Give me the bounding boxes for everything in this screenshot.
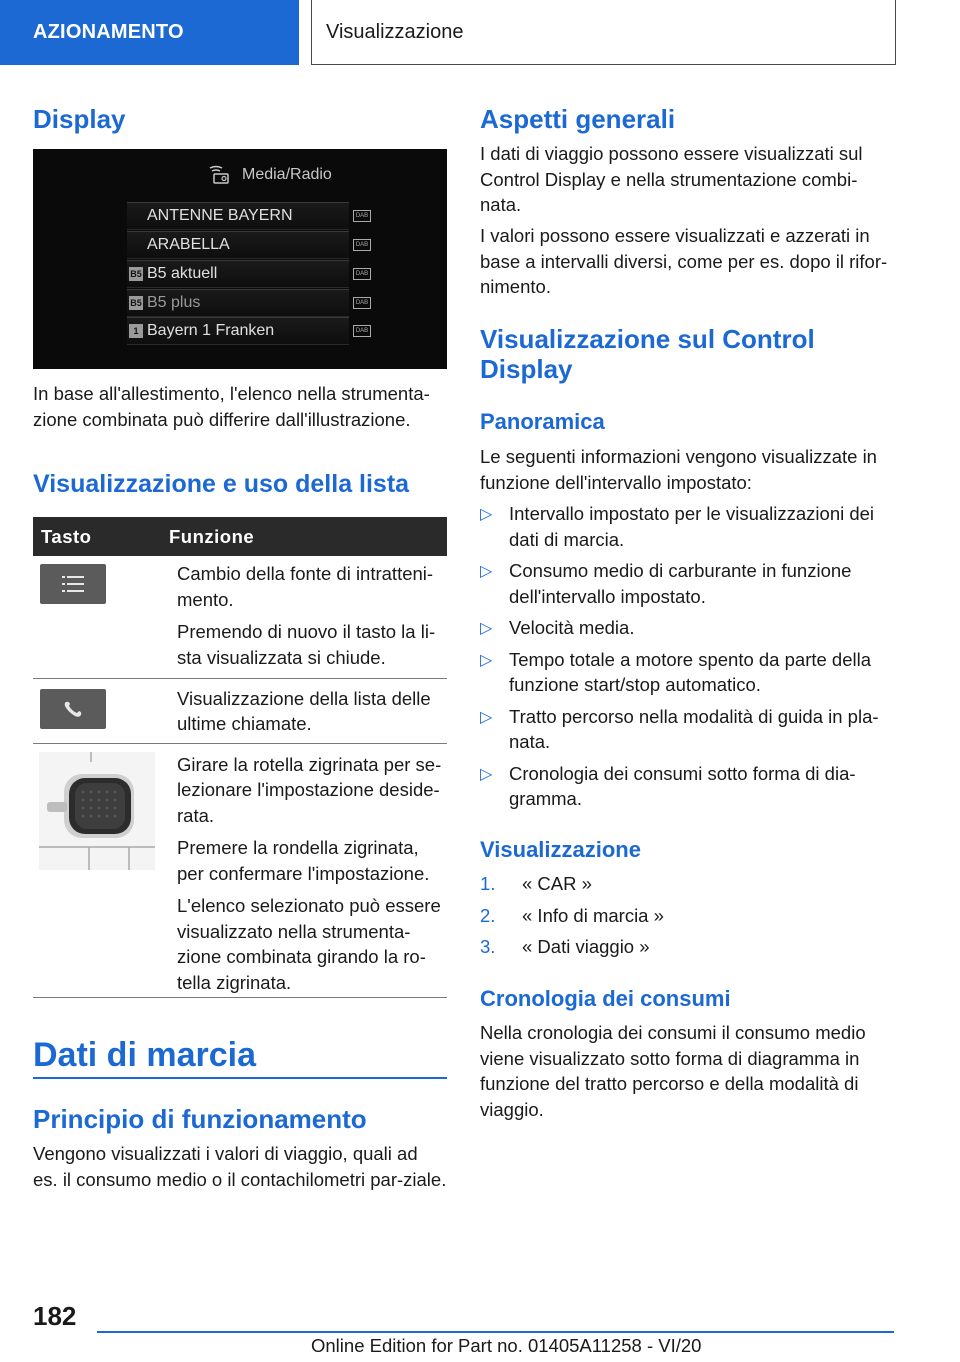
footer-rule [97,1331,894,1333]
page-number: 182 [33,1301,77,1331]
function-text: Premendo di nuovo il tasto la li-sta visualizzata si chiude. [177,621,436,668]
col-function-header: Funzione [161,517,447,556]
list-button-icon [40,564,106,604]
station-logo-icon: B5 [130,298,142,308]
control-display-heading-line1: Visualizzazione sul Control [480,324,815,354]
station-name: B5 aktuell [147,265,218,282]
key-cell [33,556,161,678]
list-item-text: Cronologia dei consumi sotto forma di dia-gramma. [509,762,856,809]
list-item-text: Consumo medio di carburante in funzione dell'intervallo impostato. [509,560,852,607]
step-number: 2. [480,904,496,926]
triangle-bullet-icon: ▷ [480,506,493,523]
station-row [127,260,369,288]
table-row [33,556,447,678]
step-number: 1. [480,873,496,894]
triangle-bullet-icon: ▷ [480,708,493,726]
list-item-text: Tempo totale a motore spento da parte della funzione start/stop automatico. [509,648,872,695]
table-row [33,678,447,743]
dab-badge: DAB [353,297,371,309]
function-text: Girare la rotella zigrinata per se-lezionare l'impostazione deside-rata. [177,753,442,826]
station-row [127,317,369,345]
edition-note: Online Edition for Part no. 01405A11258 - VI/20 [311,1335,702,1356]
section-tab [0,0,299,65]
general-text-1: I dati di viaggio possono essere visualizzati sul Control Display e nella strumentazione combi-nata. [480,143,863,215]
key-cell [33,743,161,997]
table-row [33,743,447,997]
list-item [480,903,894,929]
overview-text: Le seguenti informazioni vengono visualizzate in funzione dell'intervallo impostato: [480,446,877,493]
dab-badge: DAB [353,268,371,280]
phone-button-icon [40,689,106,729]
list-item-text: Tratto percorso nella modalità di guida in pla-nata. [509,705,879,752]
screen-title-text: Media/Radio [242,166,332,183]
station-name: B5 plus [147,294,201,311]
function-text: Visualizzazione della lista delle ultime chiamate. [177,687,431,734]
function-cell [161,743,447,997]
triangle-bullet-icon: ▷ [480,563,493,580]
triangle-bullet-icon: ▷ [480,765,493,783]
list-item [480,647,894,698]
triangle-bullet-icon: ▷ [480,620,493,637]
list-item [480,761,894,812]
function-text: L'elenco selezionato può essere visualizzato nella strumenta-zione combinata girando la ro-tella zigrinata. [177,895,441,993]
station-logo-icon: B5 [130,269,142,279]
principle-heading: Principio di funzionamento [33,1104,367,1134]
control-display-heading-line2: Display [480,354,573,384]
station-name: ANTENNE BAYERN [147,207,293,224]
station-row [127,231,369,259]
list-usage-heading: Visualizzazione e uso della lista [33,470,410,498]
display-subheading: Visualizzazione [480,837,641,862]
function-text: Premere la rondella zigrinata, per confermare l'impostazione. [177,837,430,884]
list-item [480,871,894,897]
history-heading: Cronologia dei consumi [480,986,731,1011]
screen-title [208,165,332,185]
steps-list [480,871,894,960]
triangle-bullet-icon: ▷ [480,651,493,669]
key-function-table [33,517,447,998]
dab-badge: DAB [353,239,371,251]
section-label: AZIONAMENTO [33,21,184,43]
display-heading: Display [33,104,126,134]
list-item [480,934,894,960]
media-radio-screenshot [33,149,447,369]
knurled-wheel-icon [39,752,155,870]
dab-badge: DAB [353,210,371,222]
step-text: « Dati viaggio » [522,936,650,957]
overview-bullet-list [480,501,894,812]
chapter-title [311,0,896,65]
dab-badge: DAB [353,325,371,337]
list-item [480,704,894,755]
list-item [480,501,894,552]
principle-text: Vengono visualizzati i valori di viaggio, quali ad es. il consumo medio o il contachilometri par-ziale. [33,1143,447,1190]
list-item-text: Intervallo impostato per le visualizzazioni dei dati di marcia. [509,503,875,550]
step-text: « CAR » [522,873,592,894]
station-row [127,289,369,317]
key-cell [33,678,161,743]
step-text: « Info di marcia » [522,904,664,926]
list-item-text: Velocità media. [509,617,635,638]
trip-data-heading: Dati di marcia [33,1036,256,1074]
station-row [127,202,369,230]
display-note: In base all'allestimento, l'elenco nella strumenta-zione combinata può differire dall'illustrazione. [33,383,430,430]
general-text-2: I valori possono essere visualizzati e azzerati in base a intervalli diversi, come per es. dopo il rifor-nimento. [480,225,888,297]
function-cell [161,556,447,678]
chapter-label: Visualizzazione [326,20,464,43]
overview-heading: Panoramica [480,409,605,434]
list-item [480,558,894,609]
step-number: 3. [480,936,496,957]
station-name: Bayern 1 Franken [147,322,275,339]
control-display-heading [480,324,894,384]
col-key-header: Tasto [33,517,161,556]
station-name: ARABELLA [147,236,230,253]
function-cell [161,678,447,743]
radio-icon [208,165,234,185]
general-heading: Aspetti generali [480,104,676,134]
list-item [480,615,894,641]
history-text: Nella cronologia dei consumi il consumo medio viene visualizzato sotto forma di diagramma in funzione del tratto percorso e della modalità di viaggio. [480,1022,866,1120]
function-text: Cambio della fonte di intratteni-mento. [177,563,434,610]
station-logo-icon: 1 [129,324,143,338]
heading-rule [33,1077,447,1079]
